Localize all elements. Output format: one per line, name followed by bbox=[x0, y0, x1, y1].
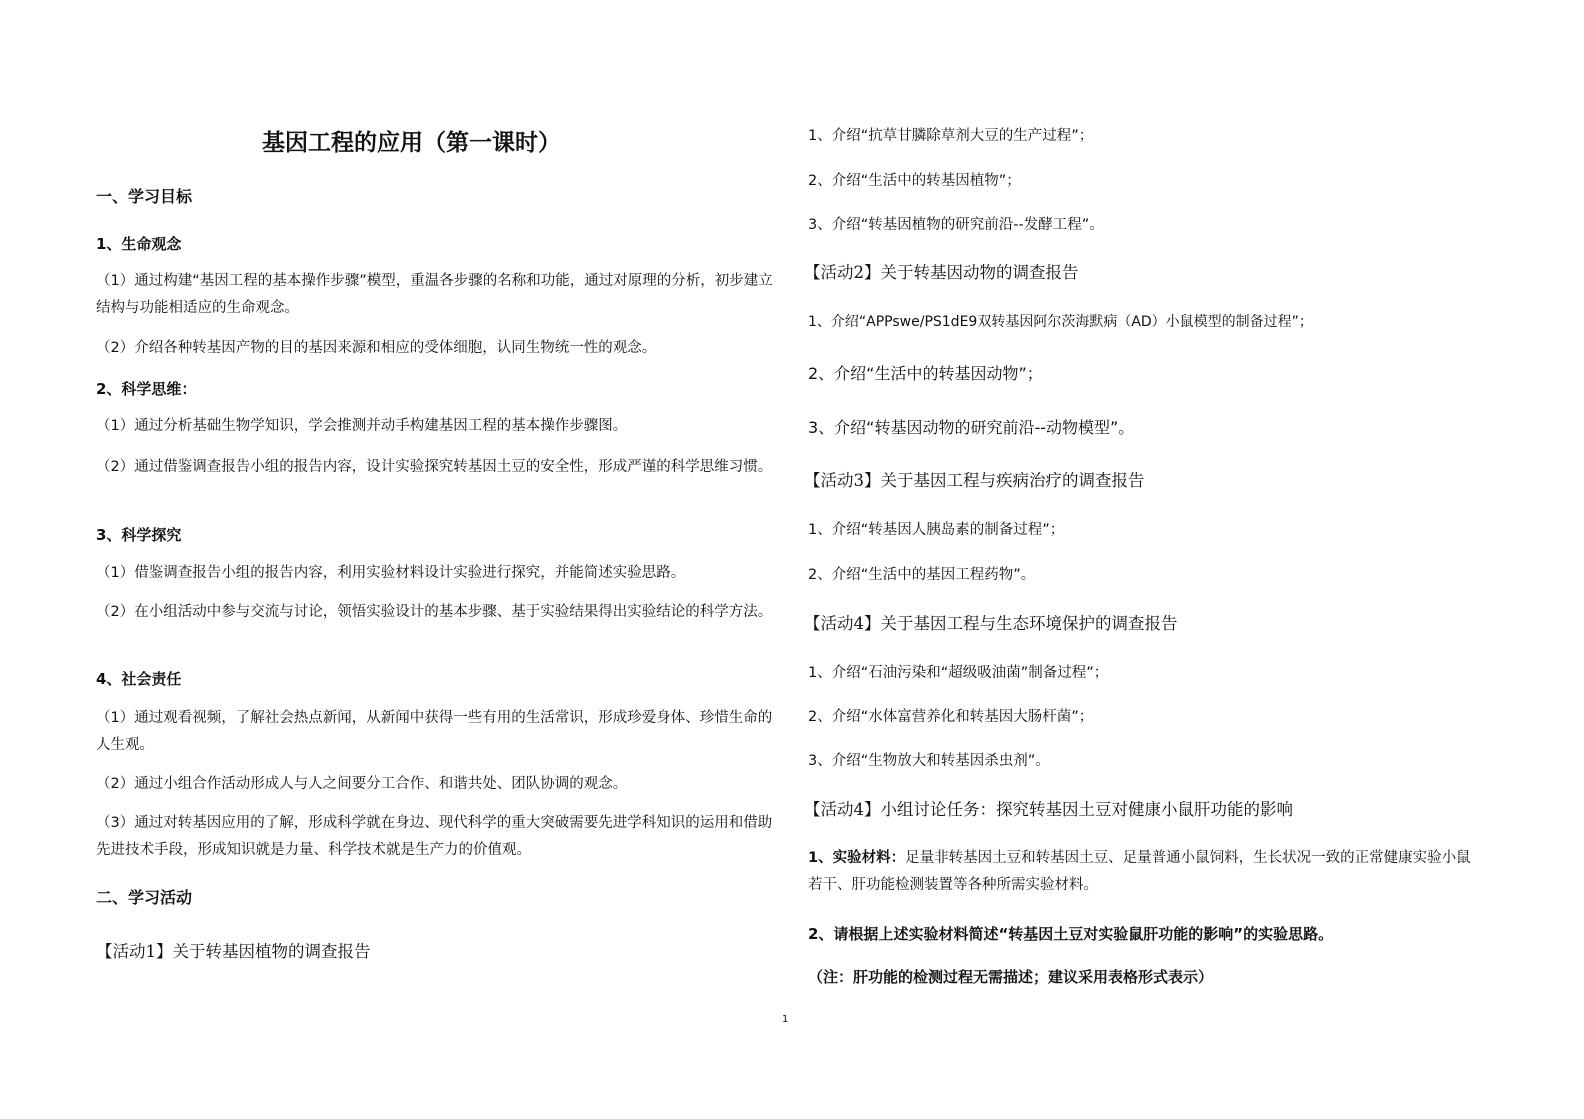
objective-paragraph: （1）通过构建“基因工程的基本操作步骤”模型，重温各步骤的名称和功能，通过对原理的分析，初步建立结构与功能相适应的生命观念。 bbox=[96, 273, 773, 316]
list-item: 1、介绍“转基因人胰岛素的制备过程”； bbox=[808, 522, 1065, 538]
activity-4-heading: 【活动4】关于基因工程与生态环境保护的调查报告 bbox=[804, 614, 1178, 633]
list-item: 2、介绍“生活中的基因工程药物”。 bbox=[808, 567, 1036, 583]
objective-paragraph: （2）通过小组合作活动形成人与人之间要分工合作、和谐共处、团队协调的观念。 bbox=[96, 776, 628, 792]
experiment-note: （注：肝功能的检测过程无需描述；建议采用表格形式表示） bbox=[808, 968, 1214, 986]
activity-2-heading: 【活动2】关于转基因动物的调查报告 bbox=[804, 263, 1079, 282]
objective-paragraph: （3）通过对转基因应用的了解，形成科学就在身边、现代科学的重大突破需要先进学科知识的运用和借助先进技术手段，形成知识就是力量、科学技术就是生产力的价值观。 bbox=[96, 815, 773, 858]
list-item: 2、介绍“水体富营养化和转基因大肠杆菌”； bbox=[808, 709, 1094, 725]
objective-paragraph: （2）通过借鉴调查报告小组的报告内容，设计实验探究转基因土豆的安全性，形成严谨的科学思维习惯。 bbox=[96, 459, 773, 475]
list-item: 3、介绍“转基因动物的研究前沿--动物模型”。 bbox=[808, 418, 1135, 437]
activity-3-heading: 【活动3】关于基因工程与疾病治疗的调查报告 bbox=[804, 471, 1145, 490]
section-learning-objectives: 一、学习目标 bbox=[96, 187, 193, 206]
objective-scientific-thinking-heading: 2、科学思维： bbox=[96, 380, 197, 398]
activity-1-heading: 【活动1】关于转基因植物的调查报告 bbox=[96, 942, 371, 961]
list-item: 2、介绍“生活中的转基因动物”； bbox=[808, 364, 1043, 383]
page-number: 1 bbox=[782, 1014, 789, 1025]
list-item: 1、介绍“APPswe/PS1dE9双转基因阿尔茨海默病（AD）小鼠模型的制备过程”； bbox=[808, 314, 1313, 330]
page-title: 基因工程的应用（第一课时） bbox=[262, 129, 561, 156]
experiment-materials-label: 1、实验材料： bbox=[808, 850, 906, 866]
objective-social-responsibility-heading: 4、社会责任 bbox=[96, 670, 182, 688]
list-item: 3、介绍“生物放大和转基因杀虫剂”。 bbox=[808, 753, 1050, 769]
objective-paragraph: （2）介绍各种转基因产物的目的基因来源和相应的受体细胞，认同生物统一性的观念。 bbox=[96, 340, 657, 356]
objective-paragraph: （1）通过观看视频，了解社会热点新闻，从新闻中获得一些有用的生活常识，形成珍爱身体、珍惜生命的人生观。 bbox=[96, 710, 773, 753]
experiment-materials-text: 足量非转基因土豆和转基因土豆、足量普通小鼠饲料，生长状况一致的正常健康实验小鼠若干、肝功能检测装置等各种所需实验材料。 bbox=[808, 850, 1471, 893]
experiment-task-instruction: 2、请根据上述实验材料简述“转基因土豆对实验鼠肝功能的影响”的实验思路。 bbox=[808, 925, 1334, 943]
experiment-materials bbox=[808, 845, 1484, 899]
list-item: 1、介绍“抗草甘膦除草剂大豆的生产过程”； bbox=[808, 128, 1094, 144]
objective-scientific-inquiry-heading: 3、科学探究 bbox=[96, 526, 182, 544]
section-learning-activities: 二、学习活动 bbox=[96, 888, 193, 907]
objective-paragraph: （2）在小组活动中参与交流与讨论，领悟实验设计的基本步骤、基于实验结果得出实验结论的科学方法。 bbox=[96, 604, 773, 620]
list-item: 1、介绍“石油污染和“超级吸油菌”制备过程”； bbox=[808, 665, 1109, 681]
objective-paragraph: （1）通过分析基础生物学知识，学会推测并动手构建基因工程的基本操作步骤图。 bbox=[96, 418, 628, 434]
objective-life-concept-heading: 1、生命观念 bbox=[96, 235, 182, 253]
list-item: 3、介绍“转基因植物的研究前沿--发酵工程”。 bbox=[808, 217, 1104, 233]
objective-paragraph: （1）借鉴调查报告小组的报告内容，利用实验材料设计实验进行探究，并能简述实验思路。 bbox=[96, 565, 686, 581]
list-item: 2、介绍“生活中的转基因植物”； bbox=[808, 173, 1021, 189]
activity-group-discussion-heading: 【活动4】小组讨论任务：探究转基因土豆对健康小鼠肝功能的影响 bbox=[804, 800, 1293, 819]
